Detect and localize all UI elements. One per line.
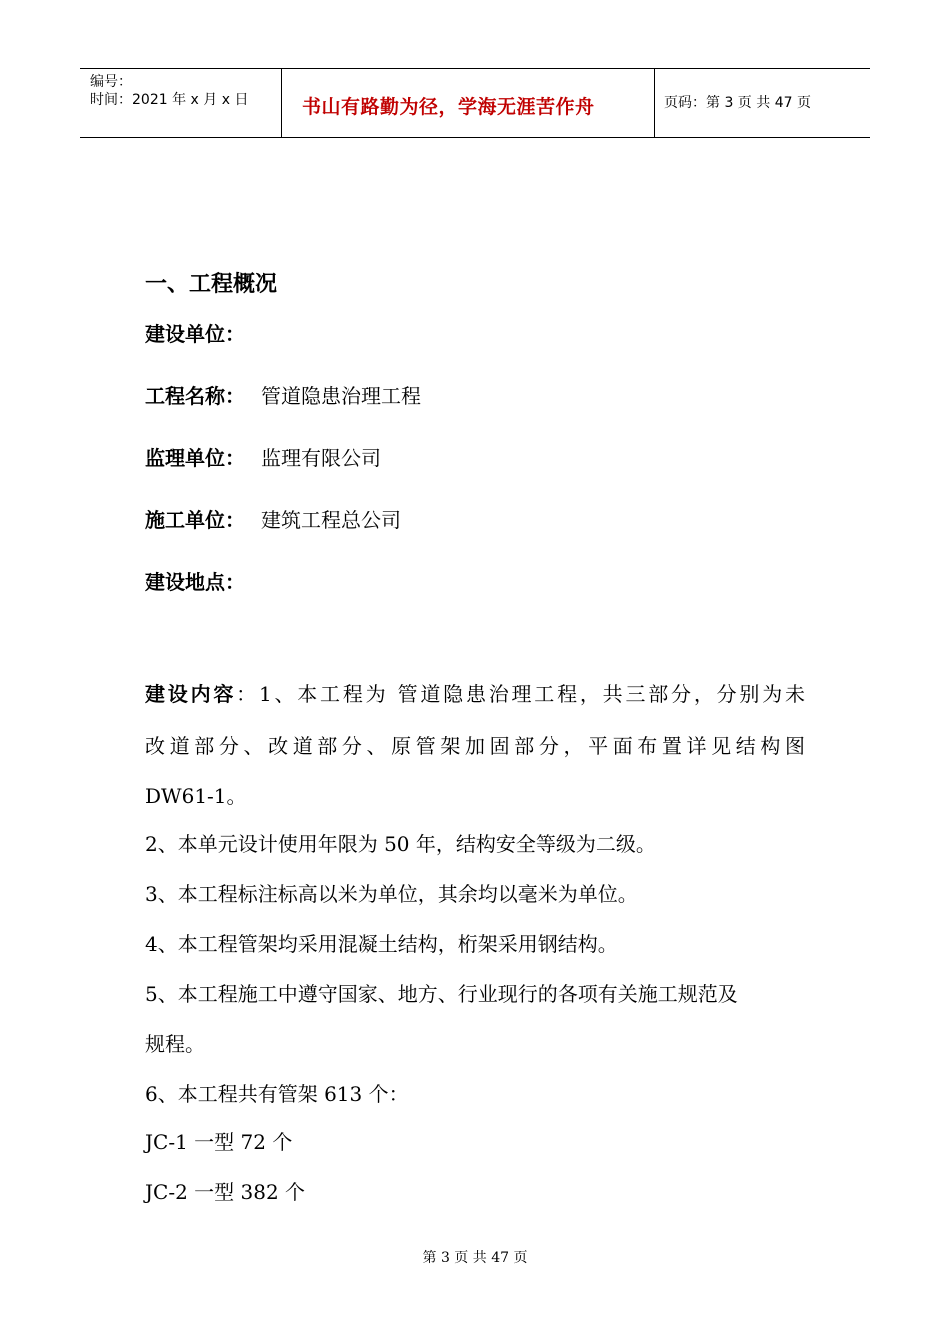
header-page-info: 页码：第 3 页 共 47 页 bbox=[664, 95, 811, 111]
contractor-label: 施工单位： bbox=[145, 508, 245, 532]
item-5-line-1: 5、本工程施工中遵守国家、地方、行业现行的各项有关施工规范及 bbox=[145, 982, 738, 1006]
header-meta-cell bbox=[80, 69, 282, 137]
site-row bbox=[145, 568, 245, 596]
contractor-value: 建筑工程总公司 bbox=[261, 508, 401, 532]
item-4: 4、本工程管架均采用混凝土结构，桁架采用钢结构。 bbox=[145, 932, 618, 956]
site-label: 建设地点： bbox=[145, 570, 245, 594]
jc-1-count: JC-1 一型 72 个 bbox=[145, 1130, 293, 1154]
jc-2-count: JC-2 一型 382 个 bbox=[145, 1180, 306, 1204]
supervision-unit-value: 监理有限公司 bbox=[261, 446, 381, 470]
page-header-table bbox=[80, 68, 870, 138]
supervision-unit-row bbox=[145, 444, 381, 472]
contractor-row bbox=[145, 506, 401, 534]
project-name-row bbox=[145, 382, 421, 410]
construction-unit-label: 建设单位： bbox=[145, 322, 245, 346]
content-label: 建设内容 bbox=[145, 682, 237, 706]
content-line-2: 改道部分、改道部分、原管架加固部分，平面布置详见结构图 bbox=[145, 734, 805, 758]
construction-unit-row bbox=[145, 320, 245, 348]
item-6: 6、本工程共有管架 613 个： bbox=[145, 1082, 409, 1106]
supervision-unit-label: 监理单位： bbox=[145, 446, 245, 470]
content-line-1 bbox=[145, 680, 805, 708]
item-5-line-2: 规程。 bbox=[145, 1032, 205, 1056]
header-motto-cell bbox=[282, 69, 655, 137]
item-2: 2、本单元设计使用年限为 50 年，结构安全等级为二级。 bbox=[145, 832, 656, 856]
item-3: 3、本工程标注标高以米为单位，其余均以毫米为单位。 bbox=[145, 882, 638, 906]
header-motto: 书山有路勤为径，学海无涯苦作舟 bbox=[302, 96, 595, 118]
document-date-label: 时间：2021 年 x 月 x 日 bbox=[90, 92, 249, 108]
project-name-value: 管道隐患治理工程 bbox=[261, 384, 421, 408]
section-heading: 一、工程概况 bbox=[145, 271, 278, 297]
content-line-3: DW61-1。 bbox=[145, 784, 247, 808]
content-line-1-text: ：1、本工程为 管道隐患治理工程，共三部分，分别为未 bbox=[236, 682, 806, 706]
header-page-cell bbox=[655, 69, 870, 137]
document-number-label: 编号： bbox=[90, 74, 132, 90]
project-name-label: 工程名称： bbox=[145, 384, 245, 408]
page-footer: 第 3 页 共 47 页 bbox=[422, 1250, 528, 1266]
